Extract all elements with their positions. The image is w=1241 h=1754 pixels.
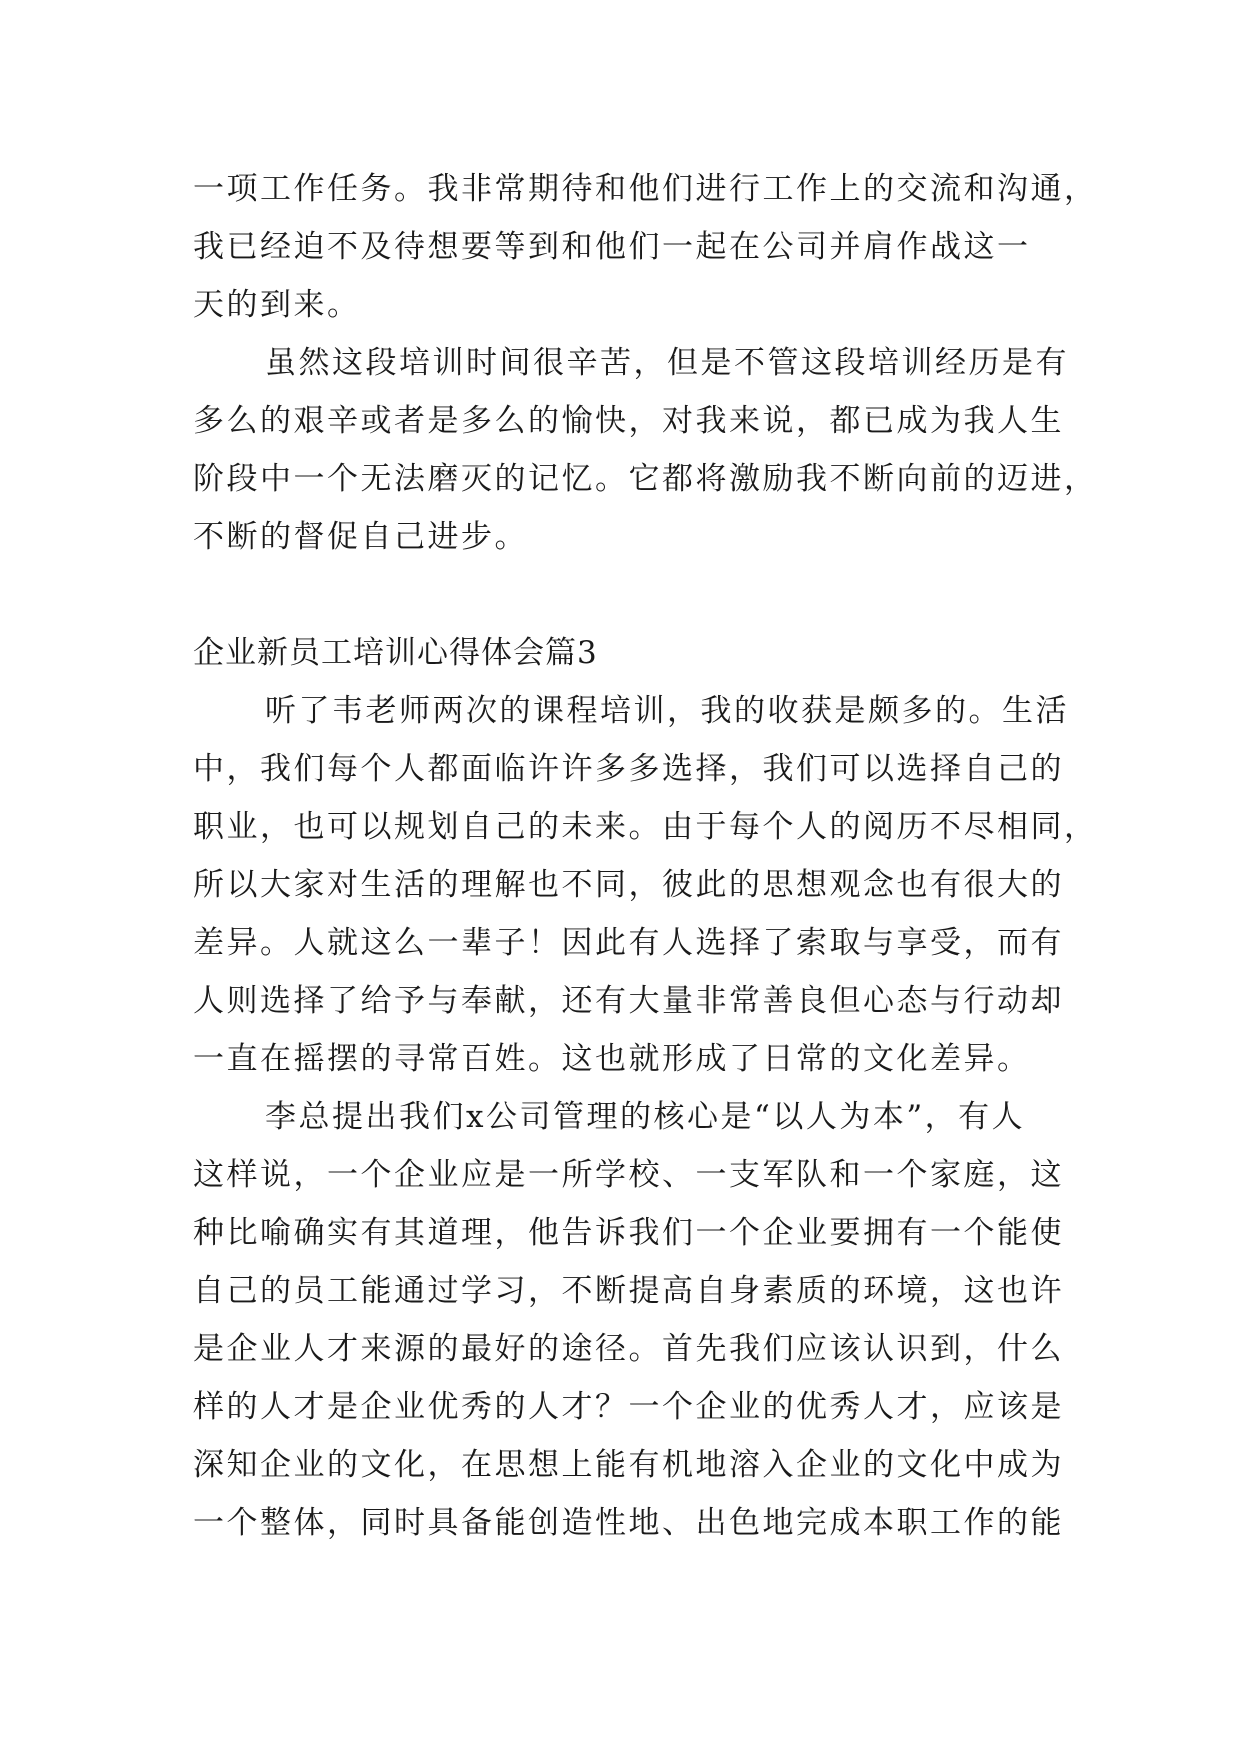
text-line: 一项工作任务。我非常期待和他们进行工作上的交流和沟通，	[193, 171, 1098, 207]
text-line: 中，我们每个人都面临许许多多选择，我们可以选择自己的	[193, 751, 1064, 787]
text-line: 虽然这段培训时间很辛苦，但是不管这段培训经历是有	[265, 345, 1069, 381]
text-line: 职业，也可以规划自己的未来。由于每个人的阅历不尽相同，	[193, 809, 1098, 845]
text-line: 不断的督促自己进步。	[193, 519, 528, 555]
text-line: 多么的艰辛或者是多么的愉快，对我来说，都已成为我人生	[193, 403, 1064, 439]
paragraph	[193, 334, 1098, 566]
paragraph	[193, 682, 1098, 1088]
paragraph	[193, 1088, 1064, 1552]
text-line: 样的人才是企业优秀的人才？一个企业的优秀人才，应该是	[193, 1389, 1064, 1425]
text-line: 这样说，一个企业应是一所学校、一支军队和一个家庭，这	[193, 1157, 1064, 1193]
text-line: 深知企业的文化，在思想上能有机地溶入企业的文化中成为	[193, 1447, 1064, 1483]
text-line: 听了韦老师两次的课程培训，我的收获是颇多的。生活	[265, 693, 1069, 729]
section-heading: 企业新员工培训心得体会篇3	[193, 635, 598, 671]
text-line: 一个整体，同时具备能创造性地、出色地完成本职工作的能	[193, 1505, 1064, 1541]
text-line: 我已经迫不及待想要等到和他们一起在公司并肩作战这一	[193, 229, 1031, 265]
text-line: 天的到来。	[193, 287, 361, 323]
text-line: 自己的员工能通过学习，不断提高自身素质的环境，这也许	[193, 1273, 1064, 1309]
text-line: 人则选择了给予与奉献，还有大量非常善良但心态与行动却	[193, 983, 1064, 1019]
text-line: 一直在摇摆的寻常百姓。这也就形成了日常的文化差异。	[193, 1041, 1031, 1077]
text-line: 阶段中一个无法磨灭的记忆。它都将激励我不断向前的迈进，	[193, 461, 1098, 497]
document-body	[193, 160, 1098, 1552]
text-line: 是企业人才来源的最好的途径。首先我们应该认识到，什么	[193, 1331, 1064, 1367]
text-line: 所以大家对生活的理解也不同，彼此的思想观念也有很大的	[193, 867, 1064, 903]
text-line: 李总提出我们x公司管理的核心是“以人为本”，有人	[265, 1099, 1026, 1135]
section-gap	[193, 566, 1058, 624]
text-line: 差异。人就这么一辈子！因此有人选择了索取与享受，而有	[193, 925, 1064, 961]
paragraph-continuation	[193, 160, 1098, 334]
text-line: 种比喻确实有其道理，他告诉我们一个企业要拥有一个能使	[193, 1215, 1064, 1251]
